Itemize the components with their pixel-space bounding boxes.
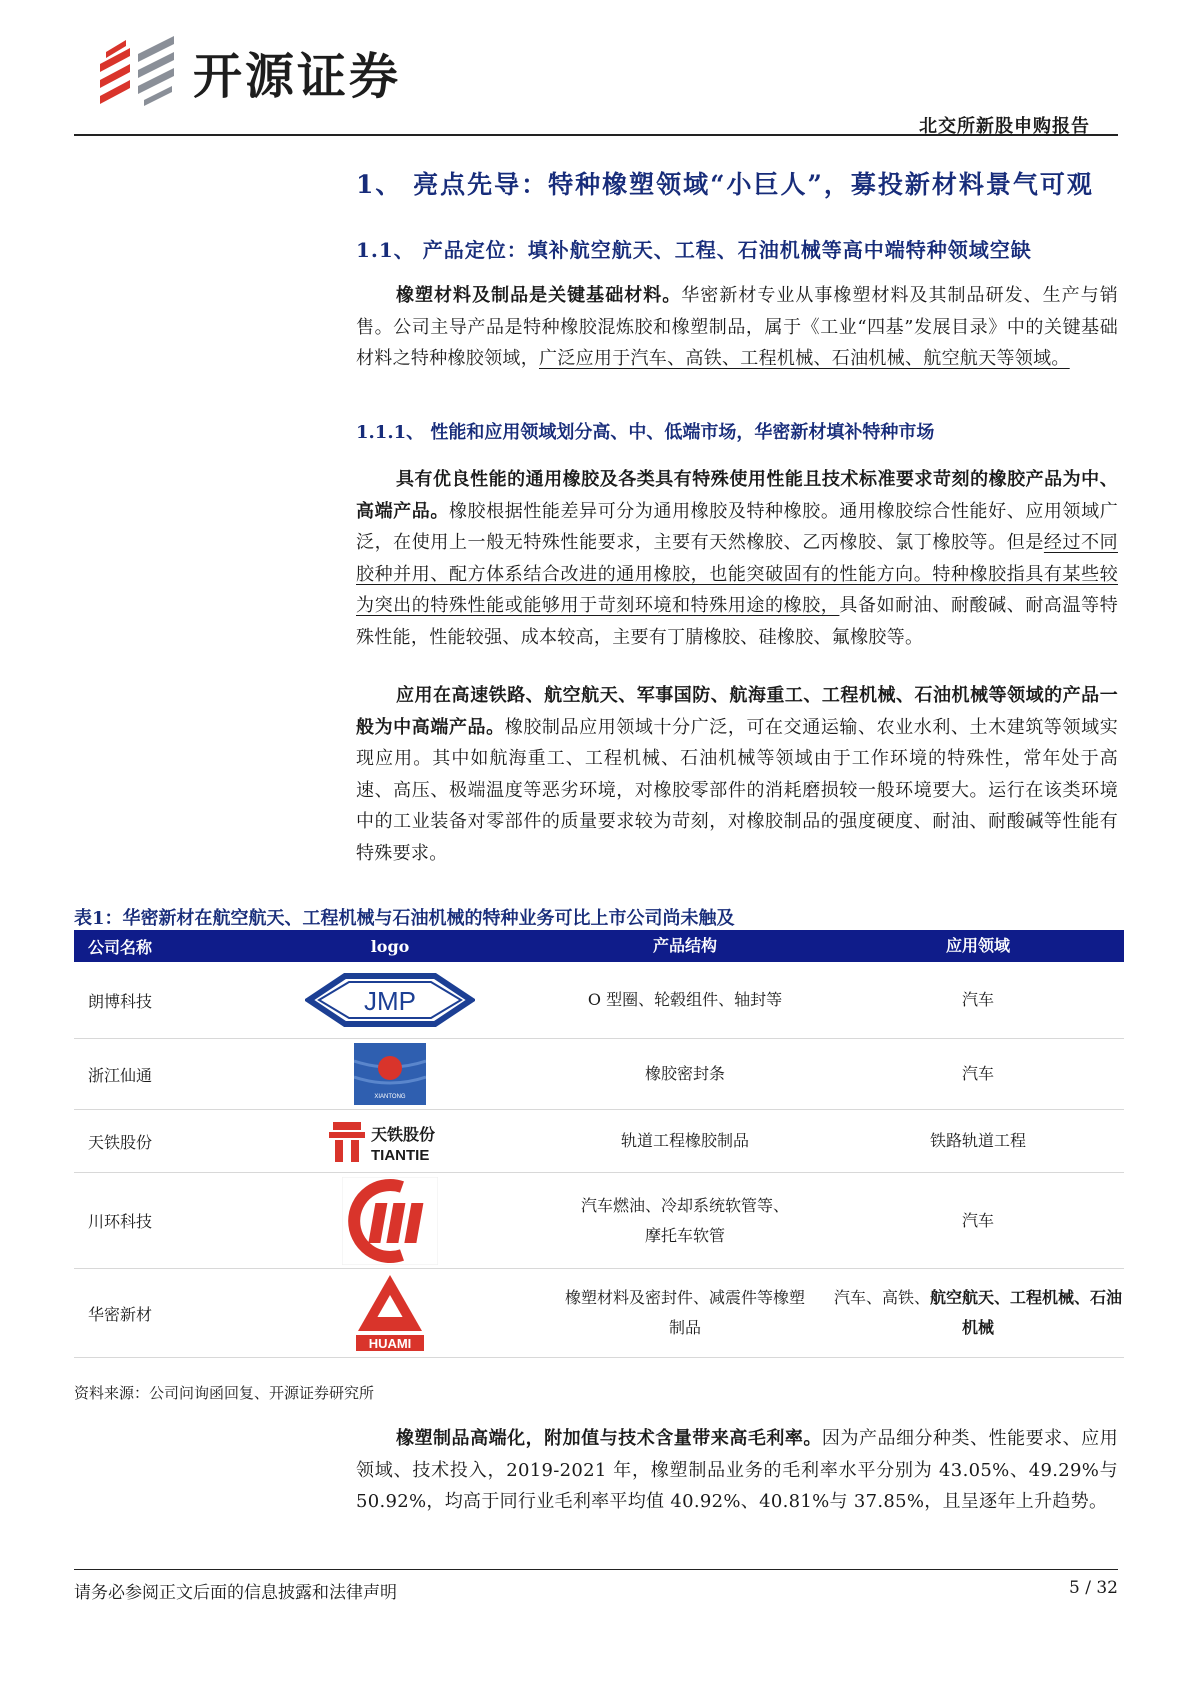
paragraph-2-text-b: 具备如耐油、耐酸碱、耐高温等特殊性能，性能较强、成本较高，主要有丁腈橡胶、硅橡胶、氟橡胶等。 bbox=[356, 595, 1118, 648]
paragraph-2-lead: 具有优良性能的通用橡胶及各类具有特殊使用性能且技术标准要求苛刻的橡胶产品为中、高端产品。 bbox=[356, 469, 1118, 522]
header-company: 公司名称 bbox=[88, 937, 153, 957]
company-name: 川环科技 bbox=[88, 1212, 153, 1231]
table-row bbox=[74, 1039, 1124, 1110]
product-structure: 橡塑材料及密封件、减震件等橡塑制品 bbox=[564, 1288, 805, 1337]
tiantie-logo bbox=[242, 1116, 538, 1166]
table-row bbox=[74, 1110, 1124, 1173]
application-fields bbox=[832, 1283, 1124, 1343]
table-row bbox=[74, 962, 1124, 1039]
paragraph-1-underlined: 广泛应用于汽车、高铁、工程机械、石油机械、航空航天等领域。 bbox=[539, 348, 1070, 369]
header-fields: 应用领域 bbox=[945, 936, 1010, 955]
svg-text:HUAMI: HUAMI bbox=[368, 1336, 412, 1351]
svg-text:TIANTIE: TIANTIE bbox=[371, 1147, 430, 1164]
application-fields: 汽车 bbox=[961, 990, 994, 1009]
paragraph-1 bbox=[356, 280, 1118, 375]
section-1-1-1-heading: 1.1.1、 性能和应用领域划分高、中、低端市场，华密新材填补特种市场 bbox=[356, 422, 935, 443]
company-name: 天铁股份 bbox=[88, 1132, 153, 1152]
huami-logo bbox=[242, 1273, 538, 1353]
paragraph-1-text: 华密新材专业从事橡塑材料及其制品研发、生产与销售。公司主导产品是特种橡胶混炼胶和橡塑制品，属于《工业“四基”发展目录》中的关键基础材料之特种橡胶领域， bbox=[356, 285, 1118, 369]
product-structure: 汽车燃油、冷却系统软管等、摩托车软管 bbox=[580, 1195, 789, 1245]
application-fields: 汽车 bbox=[961, 1064, 994, 1083]
page-number: 5 / 32 bbox=[1069, 1578, 1118, 1598]
table-row bbox=[74, 1269, 1124, 1358]
footer-disclaimer: 请务必参阅正文后面的信息披露和法律声明 bbox=[74, 1583, 397, 1603]
svg-text:XIANTONG: XIANTONG bbox=[374, 1094, 406, 1100]
application-fields-plain: 汽车、高铁、 bbox=[833, 1288, 930, 1307]
paragraph-4-text: 因为产品细分种类、性能要求、应用领域、技术投入，2019-2021 年，橡塑制品业务的毛利率水平分别为 43.05%、49.29%与 50.92%，均高于同行业毛利率平均值 40.92%、40.81%与 37.85%，且呈逐年上升趋势。 bbox=[356, 1428, 1118, 1512]
table-header bbox=[74, 930, 1124, 962]
paragraph-2-text-a: 橡胶根据性能差异可分为通用橡胶及特种橡胶。通用橡胶综合性能好、应用领域广泛，在使用上一般无特殊性能要求，主要有天然橡胶、乙丙橡胶、氯丁橡胶等。但是 bbox=[356, 500, 1119, 553]
company-name: 朗博科技 bbox=[88, 991, 153, 1011]
application-fields: 铁路轨道工程 bbox=[929, 1131, 1026, 1150]
section-1-heading: 1、 亮点先导：特种橡塑领域“小巨人”，募投新材料景气可观 bbox=[356, 170, 1094, 199]
brand-name: 开源证券 bbox=[193, 48, 402, 105]
paragraph-4-lead: 橡塑制品高端化，附加值与技术含量带来高毛利率。 bbox=[396, 1428, 822, 1449]
product-structure: O 型圈、轮毂组件、轴封等 bbox=[587, 990, 783, 1009]
header-divider bbox=[74, 134, 1118, 136]
table-row bbox=[74, 1173, 1124, 1269]
paragraph-3-text: 橡胶制品应用领域十分广泛，可在交通运输、农业水利、土木建筑等领域实现应用。其中如航海重工、工程机械、石油机械等领域由于工作环境的特殊性，常年处于高速、高压、极端温度等恶劣环境，对橡胶零部件的消耗磨损较一般环境要大。运行在该类环境中的工业装备对零部件的质量要求较为苛刻，对橡胶制品的强度硬度、耐油、耐酸碱等性能有特殊要求。 bbox=[356, 716, 1118, 864]
svg-text:天铁股份: 天铁股份 bbox=[371, 1125, 436, 1144]
paragraph-2-underlined: 经过不同胶种并用、配方体系结合改进的通用橡胶，也能突破固有的性能方向。特种橡胶指具有某些较为突出的特殊性能或能够用于苛刻环境和特殊用途的橡胶， bbox=[356, 532, 1118, 616]
paragraph-4 bbox=[356, 1423, 1118, 1518]
paragraph-3-lead: 应用在高速铁路、航空航天、军事国防、航海重工、工程机械、石油机械等领域的产品一般为中高端产品。 bbox=[356, 685, 1118, 738]
product-structure: 橡胶密封条 bbox=[644, 1064, 725, 1083]
comparison-table bbox=[74, 930, 1124, 1358]
product-structure: 轨道工程橡胶制品 bbox=[620, 1131, 749, 1150]
company-name: 华密新材 bbox=[88, 1304, 153, 1324]
paragraph-3 bbox=[356, 680, 1118, 869]
paragraph-2 bbox=[356, 464, 1118, 653]
section-1-1-heading: 1.1、 产品定位：填补航空航天、工程、石油机械等高中端特种领域空缺 bbox=[356, 238, 1032, 262]
header-products: 产品结构 bbox=[652, 936, 717, 955]
application-fields: 汽车 bbox=[961, 1210, 994, 1230]
kaiyuan-logo-icon bbox=[96, 34, 178, 108]
svg-text:JMP: JMP bbox=[364, 986, 416, 1016]
company-name: 浙江仙通 bbox=[88, 1065, 153, 1085]
report-type: 北交所新股申购报告 bbox=[919, 116, 1090, 137]
application-fields-highlight: 航空航天、工程机械、石油机械 bbox=[930, 1288, 1123, 1337]
table-title: 表1：华密新材在航空航天、工程机械与石油机械的特种业务可比上市公司尚未触及 bbox=[74, 908, 735, 929]
table-source: 资料来源：公司问询函回复、开源证券研究所 bbox=[74, 1384, 375, 1402]
chuanhuan-logo bbox=[242, 1177, 538, 1265]
xiantong-logo bbox=[242, 1043, 538, 1105]
footer-divider bbox=[74, 1569, 1118, 1570]
paragraph-1-lead: 橡塑材料及制品是关键基础材料。 bbox=[396, 285, 682, 306]
jmp-logo bbox=[242, 972, 538, 1028]
header-logo: logo bbox=[370, 936, 410, 956]
